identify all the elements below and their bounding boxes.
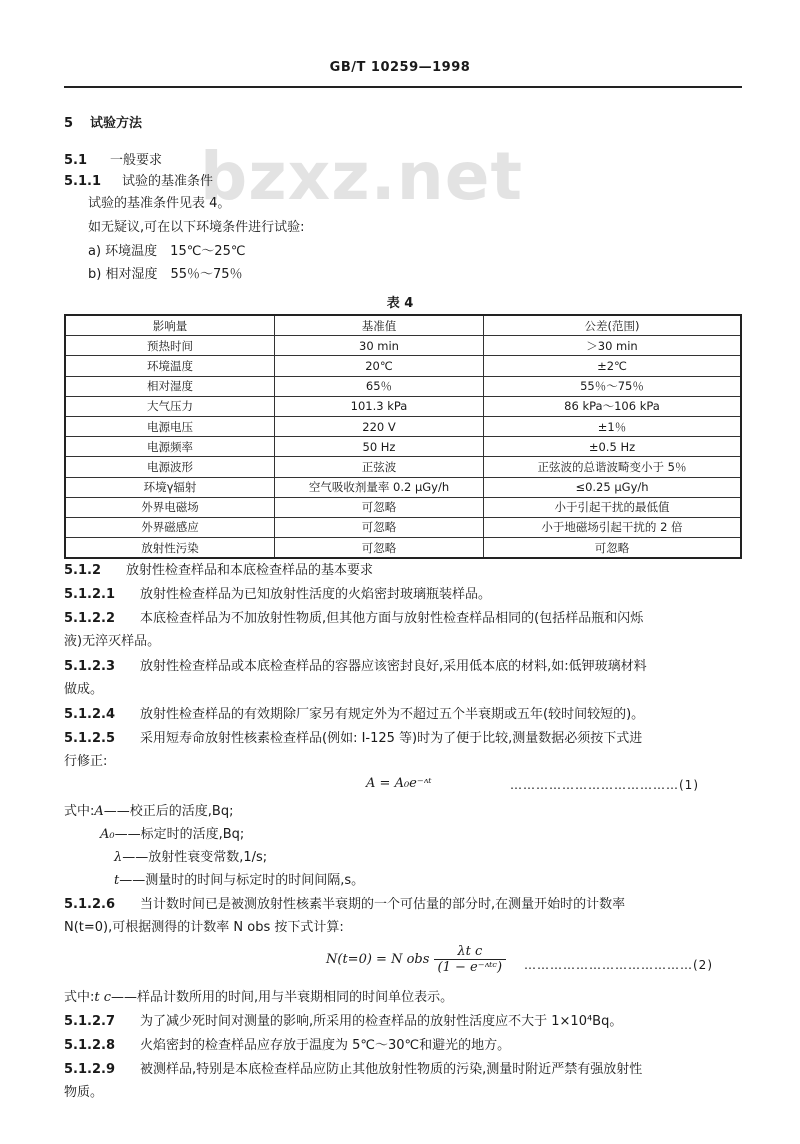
section-title: 一般要求 bbox=[110, 153, 163, 168]
section-number: 5.1.1 bbox=[64, 174, 102, 189]
section-number: 5 bbox=[64, 116, 74, 131]
section-text: 采用短寿命放射性核素检查样品(例如: I-125 等)时为了便于比较,测量数据必须按下式进 bbox=[140, 731, 643, 746]
table-cell: 放射性污染 bbox=[65, 538, 275, 559]
section-text: 放射性检查样品和本底检查样品的基本要求 bbox=[126, 563, 374, 578]
standard-number-header: GB/T 10259—1998 bbox=[329, 60, 471, 75]
section-5-1-2-7 bbox=[64, 1014, 622, 1031]
table-row bbox=[65, 396, 741, 416]
table-cell: 65％ bbox=[275, 376, 484, 396]
section-text: 火焰密封的检查样品应存放于温度为 5℃～30℃和避光的地方。 bbox=[140, 1038, 511, 1053]
section-continuation: 行修正: bbox=[64, 754, 108, 769]
table-header-row bbox=[65, 315, 741, 336]
section-5-1-2-1 bbox=[64, 587, 491, 604]
where-item bbox=[114, 873, 364, 890]
table-cell: 可忽略 bbox=[275, 497, 484, 517]
table-cell: 外界电磁场 bbox=[65, 497, 275, 517]
table-cell: 30 min bbox=[275, 336, 484, 356]
table-row bbox=[65, 497, 741, 517]
section-number: 5.1.2.4 bbox=[64, 707, 115, 722]
table-header-cell: 基准值 bbox=[275, 315, 484, 336]
symbol-description: ——校正后的活度,Bq; bbox=[103, 804, 234, 819]
table-cell: 外界磁感应 bbox=[65, 517, 275, 537]
paragraph: 如无疑议,可在以下环境条件进行试验: bbox=[88, 220, 305, 235]
equation-1: A = A₀e⁻ᶺᵗ bbox=[366, 776, 432, 791]
section-5-1-2-2 bbox=[64, 611, 643, 628]
symbol-description: ——放射性衰变常数,1/s; bbox=[122, 850, 268, 865]
table-cell: 20℃ bbox=[275, 356, 484, 376]
equation-lhs: A bbox=[366, 776, 376, 791]
table-cell: 正弦波 bbox=[275, 457, 484, 477]
where-label: 式中: bbox=[64, 990, 95, 1005]
table-cell: 环境温度 bbox=[65, 356, 275, 376]
symbol-description: ——样品计数所用的时间,用与半衰期相同的时间单位表示。 bbox=[111, 990, 454, 1005]
section-number: 5.1.2.3 bbox=[64, 659, 115, 674]
section-5-1-2 bbox=[64, 563, 373, 580]
equation-number: …………………………………(1) bbox=[510, 778, 699, 792]
section-number: 5.1.2 bbox=[64, 563, 102, 578]
where-clause bbox=[64, 804, 233, 821]
symbol: A₀ bbox=[100, 827, 115, 842]
section-continuation: N(t=0),可根据测得的计数率 N obs 按下式计算: bbox=[64, 920, 344, 935]
table-cell: ±0.5 Hz bbox=[484, 437, 742, 457]
section-number: 5.1 bbox=[64, 153, 88, 168]
table-cell: 正弦波的总谐波畸变小于 5％ bbox=[484, 457, 742, 477]
section-5-1-1-heading bbox=[64, 174, 213, 191]
fraction bbox=[434, 944, 507, 975]
table-cell: ±1％ bbox=[484, 416, 742, 436]
section-number: 5.1.2.6 bbox=[64, 897, 115, 912]
section-text: 放射性检查样品或本底检查样品的容器应该密封良好,采用低本底的材料,如:低钾玻璃材料 bbox=[140, 659, 647, 674]
table-row bbox=[65, 457, 741, 477]
table-4 bbox=[64, 314, 742, 559]
table-cell: 可忽略 bbox=[275, 517, 484, 537]
table-cell: 小于地磁场引起干扰的 2 倍 bbox=[484, 517, 742, 537]
table-cell: 50 Hz bbox=[275, 437, 484, 457]
symbol: A bbox=[94, 804, 104, 819]
fraction-numerator: λt c bbox=[434, 944, 507, 960]
section-continuation: 做成。 bbox=[64, 682, 104, 697]
symbol-description: ——标定时的活度,Bq; bbox=[114, 827, 245, 842]
section-number: 5.1.2.1 bbox=[64, 587, 115, 602]
section-5-heading bbox=[64, 116, 142, 133]
table-cell: 可忽略 bbox=[275, 538, 484, 559]
watermark: bzxz.net bbox=[200, 138, 524, 215]
symbol: t c bbox=[94, 990, 112, 1005]
table-cell: 55％～75％ bbox=[484, 376, 742, 396]
section-text: 为了减少死时间对测量的影响,所采用的检查样品的放射性活度应不大于 1×10⁴Bq。 bbox=[140, 1014, 623, 1029]
section-number: 5.1.2.5 bbox=[64, 731, 115, 746]
section-5-1-2-3 bbox=[64, 659, 647, 676]
table-row bbox=[65, 376, 741, 396]
section-text: 本底检查样品为不加放射性物质,但其他方面与放射性检查样品相同的(包括样品瓶和闪烁 bbox=[140, 611, 644, 626]
table-row bbox=[65, 437, 741, 457]
section-text: 当计数时间已是被测放射性核素半衰期的一个可估量的部分时,在测量开始时的计数率 bbox=[140, 897, 626, 912]
equation-lhs: N(t=0) bbox=[326, 952, 372, 967]
symbol: t bbox=[114, 873, 120, 888]
table-cell: ±2℃ bbox=[484, 356, 742, 376]
table-cell: 220 V bbox=[275, 416, 484, 436]
section-5-1-2-6 bbox=[64, 897, 625, 914]
list-item-a: a) 环境温度 15℃～25℃ bbox=[88, 244, 246, 259]
table-cell: 大气压力 bbox=[65, 396, 275, 416]
where-item bbox=[114, 850, 267, 867]
table-cell: ＞30 min bbox=[484, 336, 742, 356]
where-item bbox=[100, 827, 244, 844]
header-rule bbox=[64, 86, 742, 88]
table-cell: 可忽略 bbox=[484, 538, 742, 559]
section-5-1-2-9 bbox=[64, 1062, 642, 1079]
section-5-1-2-4 bbox=[64, 707, 644, 724]
table-cell: ≤0.25 μGy/h bbox=[484, 477, 742, 497]
section-5-1-2-5 bbox=[64, 731, 642, 748]
table-row bbox=[65, 477, 741, 497]
section-text: 被测样品,特别是本底检查样品应防止其他放射性物质的污染,测量时附近严禁有强放射性 bbox=[140, 1062, 643, 1077]
section-title: 试验的基准条件 bbox=[122, 174, 214, 189]
where-label: 式中: bbox=[64, 804, 95, 819]
symbol: λ bbox=[114, 850, 123, 865]
paragraph: 试验的基准条件见表 4。 bbox=[88, 196, 231, 211]
equation-2: N(t=0) = N obs $\frac{\text{λt c}}{\text{(1 − e⁻ᶺᵗᶜ)}}$ bbox=[326, 944, 506, 975]
table-header-cell: 影响量 bbox=[65, 315, 275, 336]
section-5-1-heading bbox=[64, 153, 162, 170]
table-row bbox=[65, 517, 741, 537]
equation-number: …………………………………(2) bbox=[524, 958, 713, 972]
table-cell: 电源频率 bbox=[65, 437, 275, 457]
table-cell: 101.3 kPa bbox=[275, 396, 484, 416]
section-5-1-2-8 bbox=[64, 1038, 510, 1055]
table-row bbox=[65, 356, 741, 376]
section-number: 5.1.2.2 bbox=[64, 611, 115, 626]
table-caption: 表 4 bbox=[386, 296, 414, 311]
section-continuation: 物质。 bbox=[64, 1085, 104, 1100]
where-clause bbox=[64, 990, 453, 1007]
table-cell: 86 kPa～106 kPa bbox=[484, 396, 742, 416]
list-item-b: b) 相对湿度 55％～75％ bbox=[88, 267, 243, 282]
section-text: 放射性检查样品为已知放射性活度的火焰密封玻璃瓶装样品。 bbox=[140, 587, 492, 602]
section-number: 5.1.2.7 bbox=[64, 1014, 115, 1029]
table-header-cell: 公差(范围) bbox=[484, 315, 742, 336]
table-row bbox=[65, 336, 741, 356]
table-row bbox=[65, 538, 741, 559]
table-cell: 小于引起干扰的最低值 bbox=[484, 497, 742, 517]
fraction-denominator: (1 − e⁻ᶺᵗᶜ) bbox=[437, 960, 503, 975]
table-cell: 环境γ辐射 bbox=[65, 477, 275, 497]
section-continuation: 液)无淬灭样品。 bbox=[64, 634, 161, 649]
section-number: 5.1.2.9 bbox=[64, 1062, 115, 1077]
table-cell: 预热时间 bbox=[65, 336, 275, 356]
table-cell: 相对湿度 bbox=[65, 376, 275, 396]
table-cell: 空气吸收剂量率 0.2 μGy/h bbox=[275, 477, 484, 497]
section-text: 放射性检查样品的有效期除厂家另有规定外为不超过五个半衰期或五年(较时间较短的)。 bbox=[140, 707, 645, 722]
symbol-description: ——测量时的时间与标定时的时间间隔,s。 bbox=[119, 873, 365, 888]
section-title: 试验方法 bbox=[90, 116, 143, 131]
equation-rhs: A₀e⁻ᶺᵗ bbox=[394, 776, 432, 791]
table-row bbox=[65, 416, 741, 436]
table-cell: 电源电压 bbox=[65, 416, 275, 436]
equation-term: N obs bbox=[391, 952, 430, 967]
section-number: 5.1.2.8 bbox=[64, 1038, 115, 1053]
table-cell: 电源波形 bbox=[65, 457, 275, 477]
